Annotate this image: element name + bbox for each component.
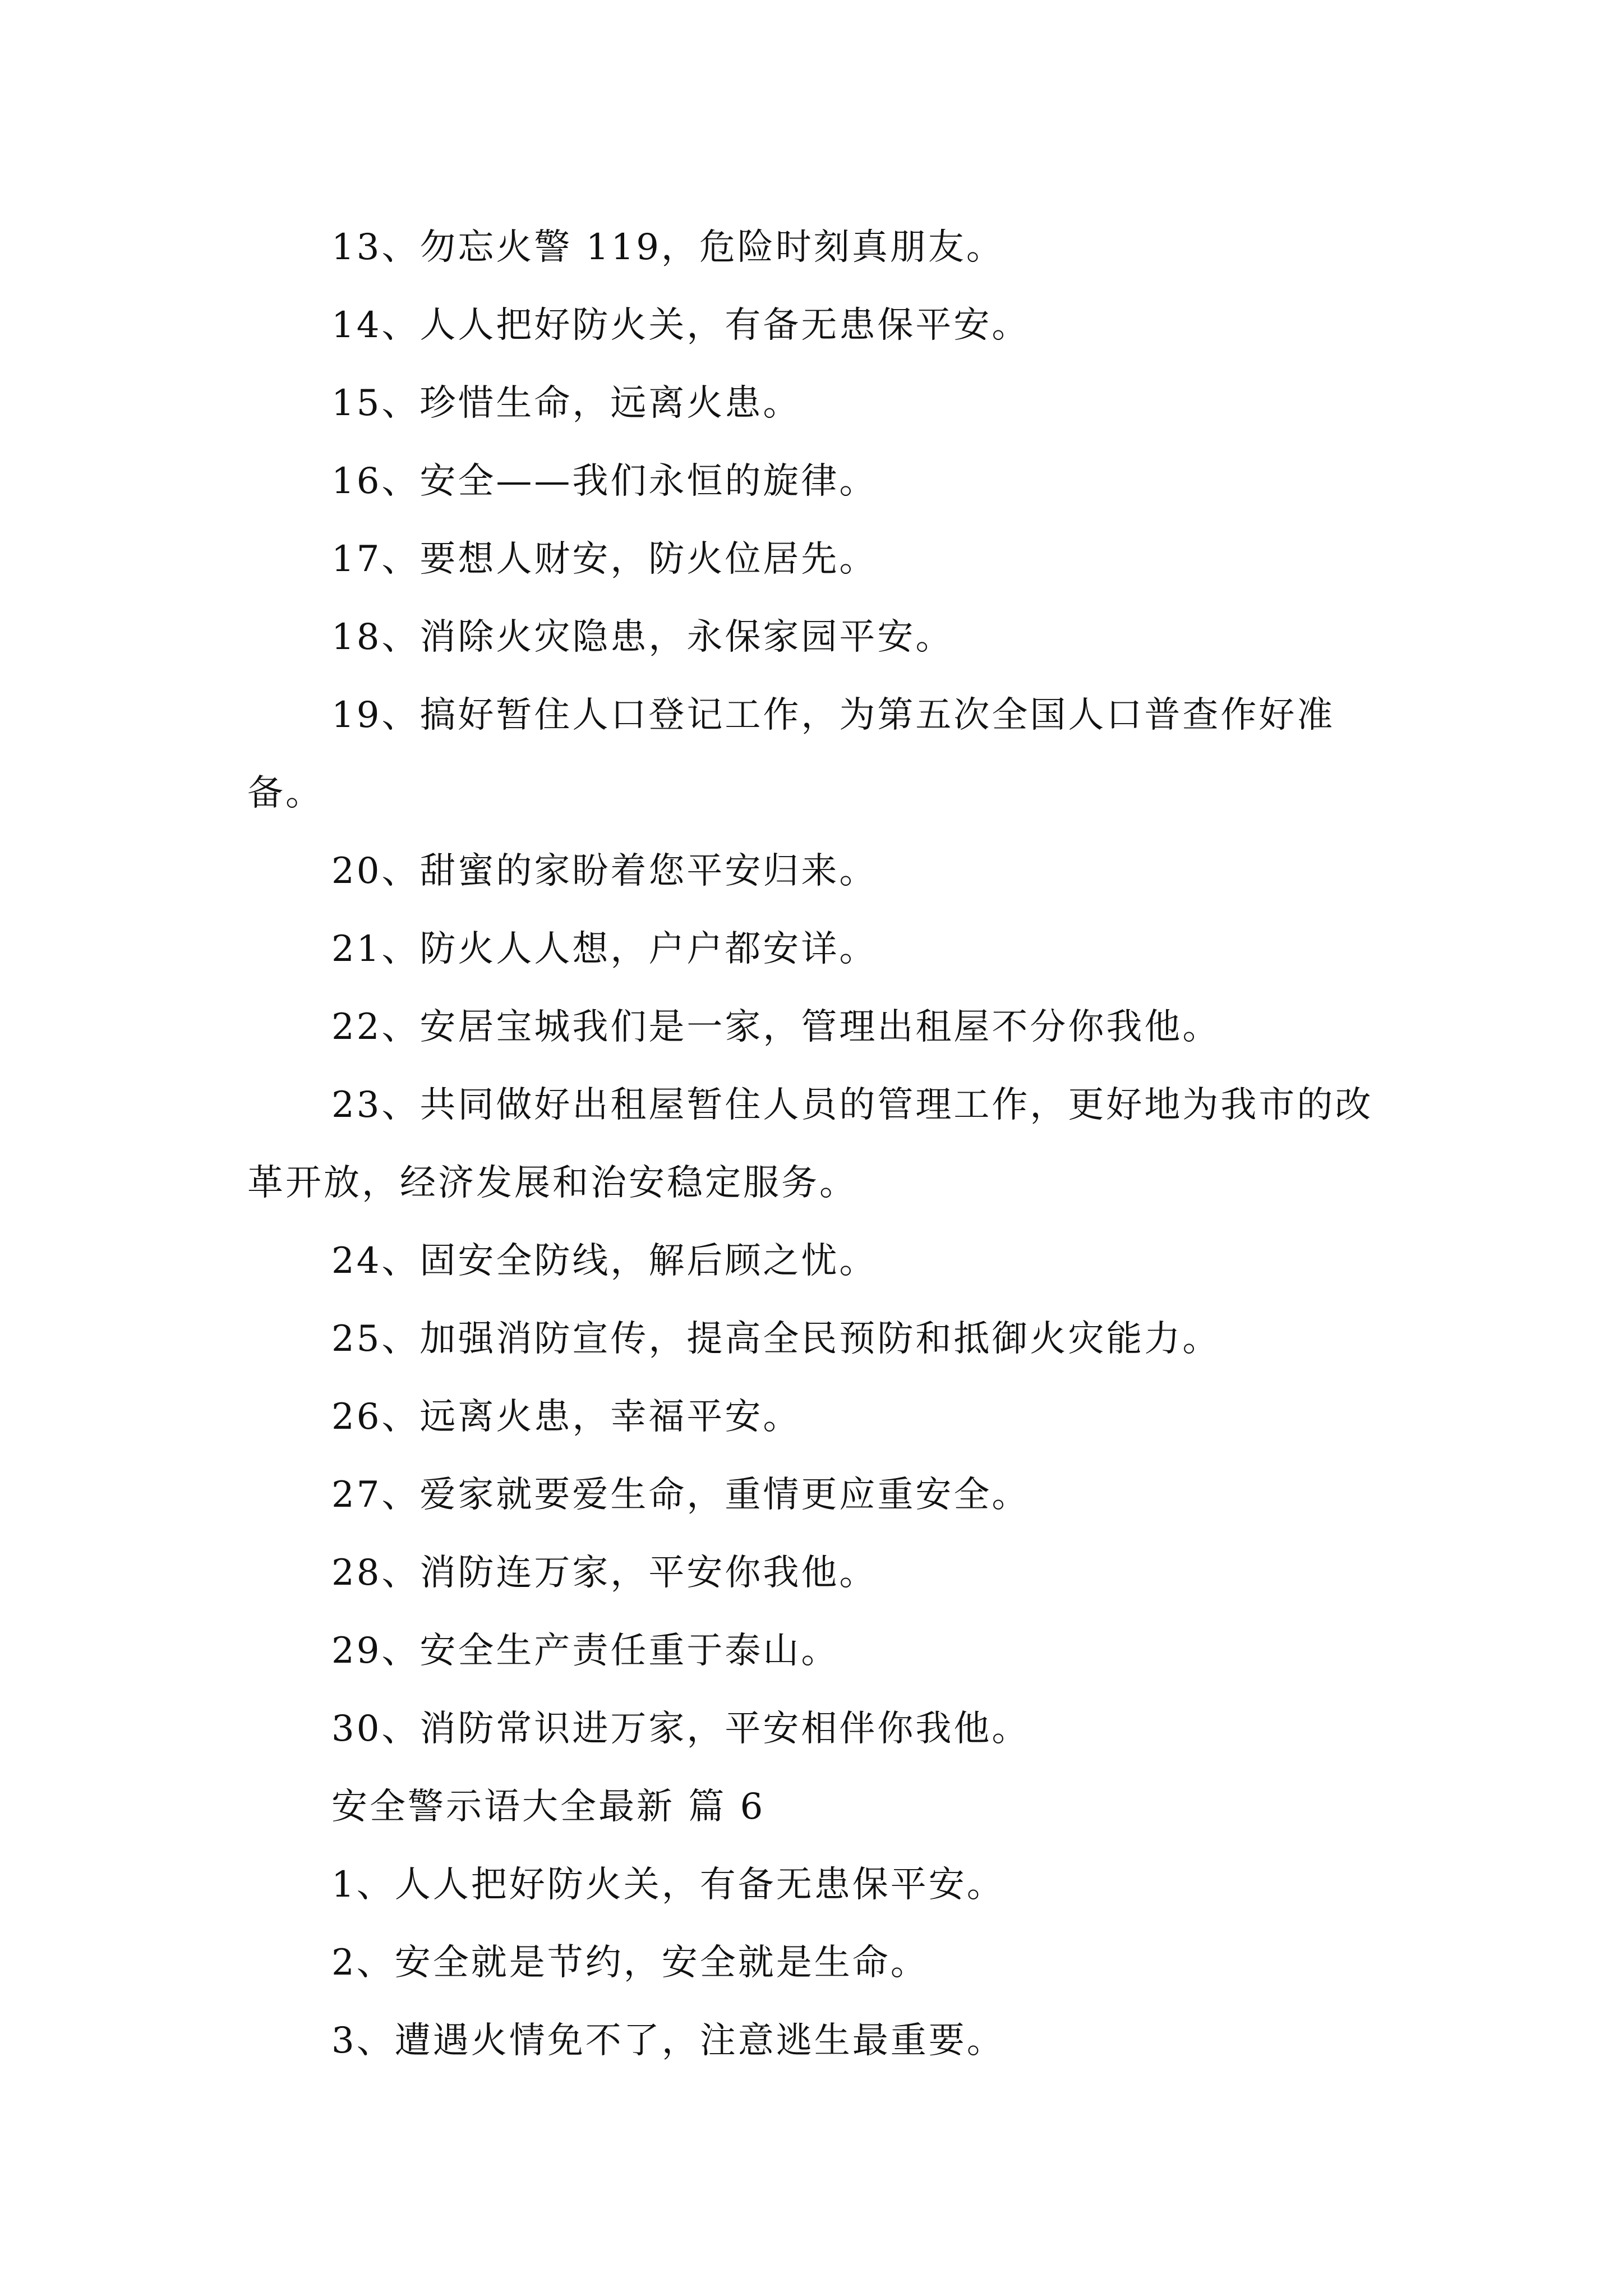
paragraph: 25、加强消防宣传，提高全民预防和抵御火灾能力。 xyxy=(331,1318,1221,1360)
paragraph: 28、消防连万家，平安你我他。 xyxy=(331,1552,878,1594)
paragraph: 14、人人把好防火关，有备无患保平安。 xyxy=(331,305,1030,346)
document-body xyxy=(247,209,1375,2080)
paragraph: 3、遭遇火情免不了，注意逃生最重要。 xyxy=(331,2020,1005,2062)
paragraph: 15、珍惜生命，远离火患。 xyxy=(331,383,801,424)
paragraph: 17、要想人财安，防火位居先。 xyxy=(331,539,878,580)
paragraph: 2、安全就是节约，安全就是生命。 xyxy=(331,1942,929,1984)
section-heading: 安全警示语大全最新 篇 6 xyxy=(331,1786,766,1828)
paragraph: 30、消防常识进万家，平安相伴你我他。 xyxy=(331,1708,1030,1750)
paragraph: 18、消除火灾隐患，永保家园平安。 xyxy=(331,616,954,658)
paragraph: 16、安全——我们永恒的旋律。 xyxy=(331,461,878,502)
paragraph: 19、搞好暂住人口登记工作，为第五次全国人口普查作好准备。 xyxy=(247,694,1335,814)
paragraph: 29、安全生产责任重于泰山。 xyxy=(331,1630,840,1672)
paragraph: 26、远离火患，幸福平安。 xyxy=(331,1396,801,1438)
paragraph: 24、固安全防线，解后顾之忧。 xyxy=(331,1240,878,1282)
paragraph: 1、人人把好防火关，有备无患保平安。 xyxy=(331,1864,1005,1906)
paragraph: 20、甜蜜的家盼着您平安归来。 xyxy=(331,850,878,892)
paragraph: 22、安居宝城我们是一家，管理出租屋不分你我他。 xyxy=(331,1006,1221,1048)
paragraph: 23、共同做好出租屋暂住人员的管理工作，更好地为我市的改革开放，经济发展和治安稳定服务。 xyxy=(247,1084,1373,1204)
paragraph: 27、爱家就要爱生命，重情更应重安全。 xyxy=(331,1474,1030,1516)
paragraph: 13、勿忘火警 119，危险时刻真朋友。 xyxy=(331,227,1004,268)
paragraph: 21、防火人人想，户户都安详。 xyxy=(331,928,878,970)
